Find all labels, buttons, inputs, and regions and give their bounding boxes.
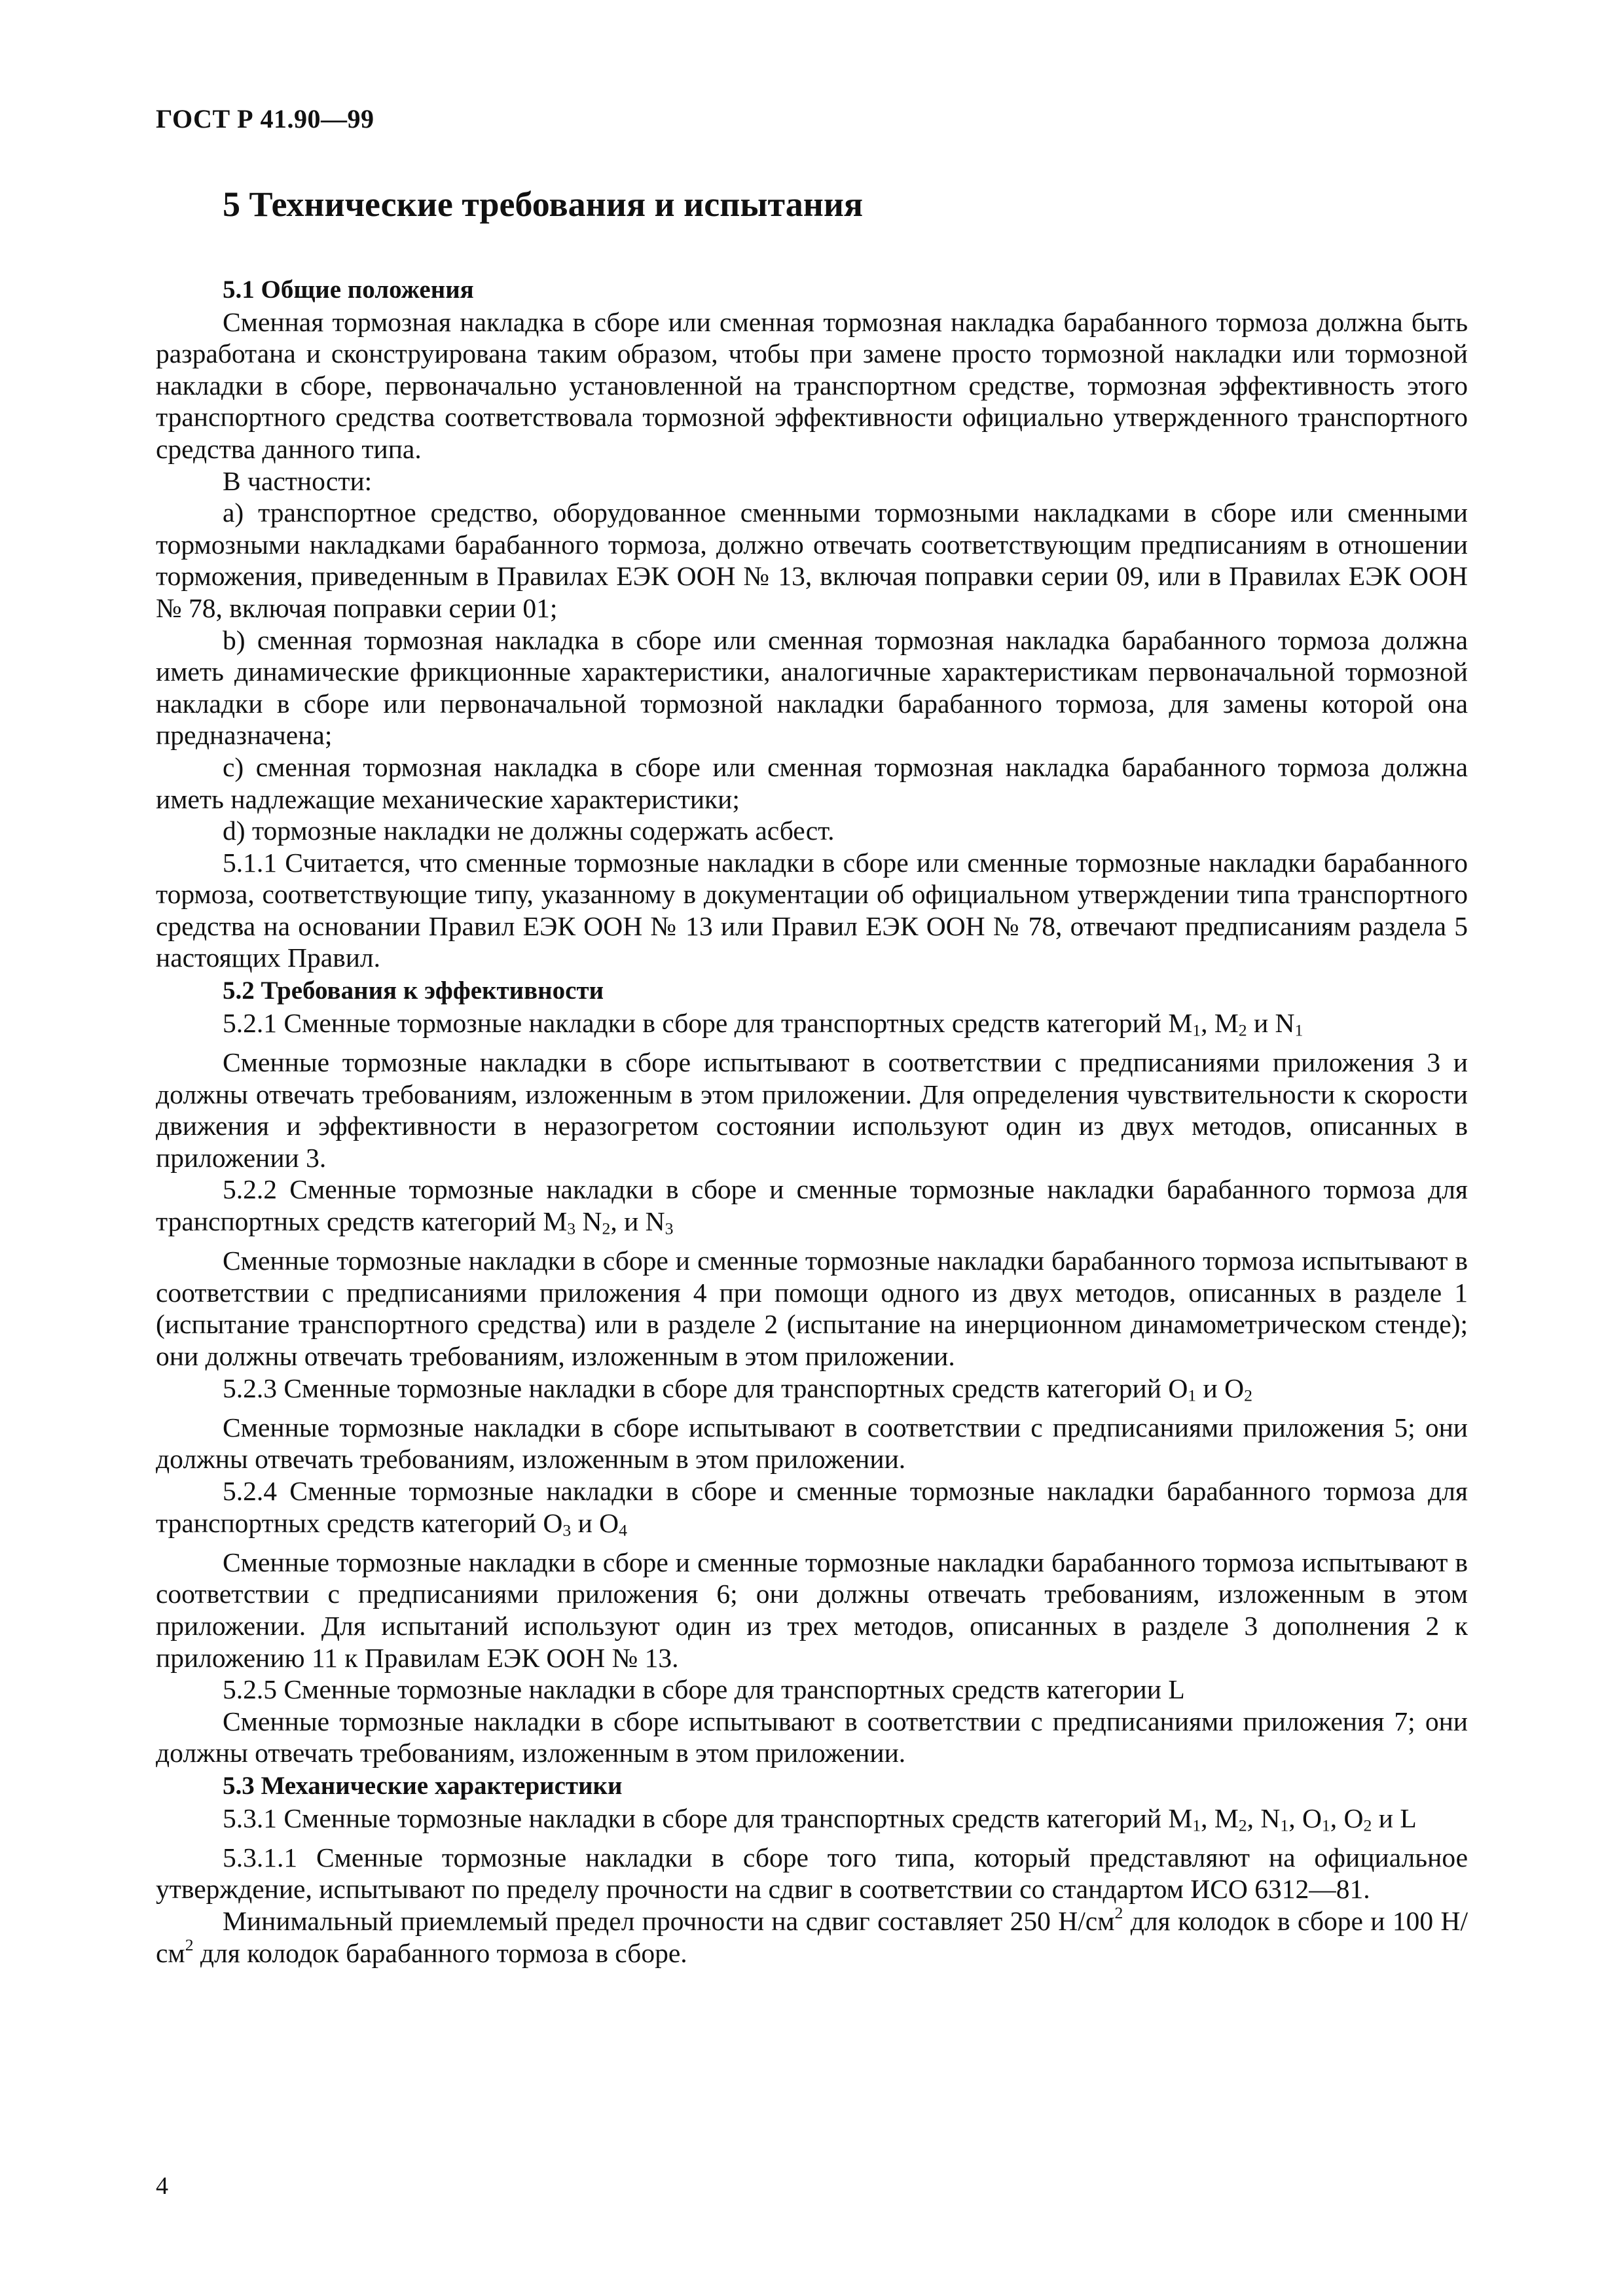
clause-5-3-1-title: 5.3.1 Сменные тормозные накладки в сборе для транспортных средств категорий $M_1$, $M_2$, $N_1$, $O_1$, $O_2$ и L xyxy=(223,1803,1417,1835)
list-item-c: c) сменная тормозная накладка в сборе или сменная тормозная накладка барабанного тормоза должна иметь надлежащие механические характеристики; xyxy=(156,751,1468,814)
section-title: 5 Технические требования и испытания xyxy=(223,185,864,224)
list-item-d: d) тормозные накладки не должны содержать асбест. xyxy=(223,816,835,846)
subsection-heading-5-1: 5.1 Общие положения xyxy=(223,276,474,304)
document-body xyxy=(156,273,1468,1969)
subsection-heading-5-3: 5.3 Механические характеристики xyxy=(223,1771,623,1800)
clause-5-3-1-1: 5.3.1.1 Сменные тормозные накладки в сборе того типа, который представляют на официальное утверждение, испытывают по пределу прочности на сдвиг в соответствии со стандартом ИСО 6312—81. xyxy=(156,1842,1468,1905)
list-item-b: b) сменная тормозная накладка в сборе или сменная тормозная накладка барабанного тормоза должна иметь динамические фрикционные характеристики, аналогичные характеристикам первоначальной тормозной накладки в сборе или первоначальной тормозной накладки барабанного тормоза, для замены которой она предназначена; xyxy=(156,624,1468,751)
paragraph: Сменные тормозные накладки в сборе и сменные тормозные накладки барабанного тормоза испытывают в соответствии с предписаниями приложения 6; они должны отвечать требованиям, изложенным в этом приложении. Для испытаний используют один из трех методов, описанных в разделе 3 дополнения 2 к приложению 11 к Правилам ЕЭК ООН № 13. xyxy=(156,1547,1468,1673)
clause-5-1-1: 5.1.1 Считается, что сменные тормозные накладки в сборе или сменные тормозные накладки барабанного тормоза, соответствующие типу, указанному в документации об официальном утверждении типа транспортного средства на основании Правил ЕЭК ООН № 13 или Правил ЕЭК ООН № 78, отвечают предписаниям раздела 5 настоящих Правил. xyxy=(156,847,1468,973)
clause-5-2-3-title: 5.2.3 Сменные тормозные накладки в сборе для транспортных средств категорий $O_1$ и $O_2$ xyxy=(223,1372,1252,1405)
paragraph: Сменная тормозная накладка в сборе или сменная тормозная накладка барабанного тормоза должна быть разработана и сконструирована таким образом, чтобы при замене просто тормозной накладки или тормозной накладки в сборе, первоначально установленной на транспортном средстве, тормозная эффективность этого транспортного средства соответствовала тормозной эффективности официально утвержденного транспортного средства данного типа. xyxy=(156,306,1468,464)
paragraph-min-strength: Минимальный приемлемый предел прочности на сдвиг составляет 250 $Н/см^2$ для колодок в сборе и 100 $Н/см^2$ для колодок барабанного тормоза в сборе. xyxy=(156,1903,1468,1968)
page-number: 4 xyxy=(156,2172,168,2200)
clause-5-2-2-title: 5.2.2 Сменные тормозные накладки в сборе и сменные тормозные накладки барабанного тормоза для транспортных средств категорий $M_3$ $N_2$, и $N_3$ xyxy=(156,1174,1468,1238)
clause-5-2-4-title: 5.2.4 Сменные тормозные накладки в сборе и сменные тормозные накладки барабанного тормоза для транспортных средств категорий $O_3$ и $O_4$ xyxy=(156,1475,1468,1540)
list-item-a: a) транспортное средство, оборудованное сменными тормозными накладками в сборе или сменными тормозными накладками барабанного тормоза, должно отвечать соответствующим предписаниям в отношении торможения, приведенным в Правилах ЕЭК ООН № 13, включая поправки серии 09, или в Правилах ЕЭК ООН № 78, включая поправки серии 01; xyxy=(156,497,1468,623)
paragraph: Сменные тормозные накладки в сборе и сменные тормозные накладки барабанного тормоза испытывают в соответствии с предписаниями приложения 4 при помощи одного из двух методов, описанных в разделе 1 (испытание транспортного средства) или в разделе 2 (испытание на инерционном динамометрическом стенде); они должны отвечать требованиям, изложенным в этом приложении. xyxy=(156,1246,1468,1371)
paragraph: Сменные тормозные накладки в сборе испытывают в соответствии с предписаниями приложения 7; они должны отвечать требованиям, изложенным в этом приложении. xyxy=(156,1706,1468,1768)
clause-5-2-1-title: 5.2.1 Сменные тормозные накладки в сборе для транспортных средств категорий $M_1$, $M_2$ и $N_1$ xyxy=(223,1007,1304,1040)
doc-header: ГОСТ Р 41.90—99 xyxy=(156,104,374,134)
clause-5-2-5-title: 5.2.5 Сменные тормозные накладки в сборе для транспортных средств категории L xyxy=(223,1674,1185,1705)
paragraph: Сменные тормозные накладки в сборе испытывают в соответствии с предписаниями приложения 5; они должны отвечать требованиям, изложенным в этом приложении. xyxy=(156,1412,1468,1475)
paragraph: Сменные тормозные накладки в сборе испытывают в соответствии с предписаниями приложения 3 и должны отвечать требованиям, изложенным в этом приложении. Для определения чувствительности к скорости движения и эффективности в неразогретом состоянии используют один из двух методов, описанных в приложении 3. xyxy=(156,1047,1468,1173)
document-page xyxy=(156,103,1468,2250)
paragraph: В частности: xyxy=(223,465,373,496)
subsection-heading-5-2: 5.2 Требования к эффективности xyxy=(223,977,604,1005)
